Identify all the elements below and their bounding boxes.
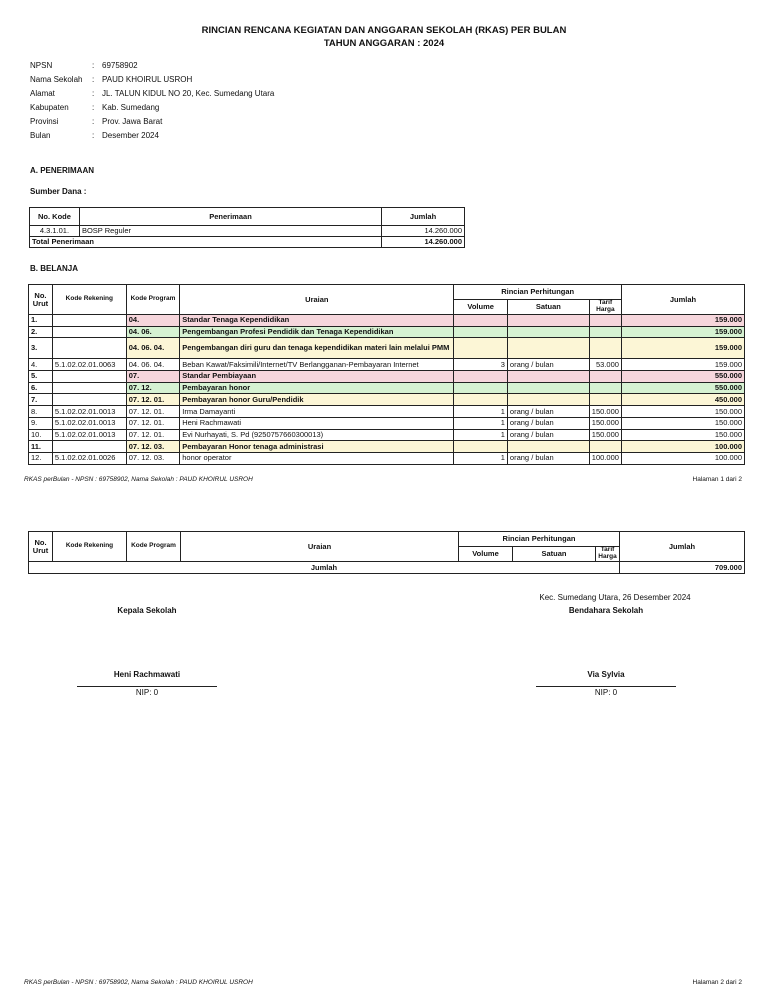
document-title: RINCIAN RENCANA KEGIATAN DAN ANGGARAN SEKOLAH (RKAS) PER BULAN (201, 25, 567, 36)
header-kode-rekening: Kode Rekening (52, 285, 126, 315)
cell-tarif: 150.000 (589, 406, 621, 418)
right-nip: NIP: 0 (594, 688, 618, 697)
cell-satuan (507, 338, 589, 359)
cell-volume (454, 371, 508, 383)
cell-uraian: Standar Pembiayaan (180, 371, 454, 383)
cell-program: 07. 12. 03. (126, 441, 180, 453)
header-rincian: Rincian Perhitungan (459, 532, 620, 547)
info-row-month (30, 128, 274, 142)
header-penerimaan: Penerimaan (79, 208, 381, 226)
page-number: Halaman 2 dari 2 (692, 979, 742, 986)
cell-volume (454, 326, 508, 338)
table-row (29, 452, 745, 464)
cell-program: 04. (126, 315, 180, 327)
header-no: No. Urut (29, 285, 53, 315)
place-date: Kec. Sumedang Utara, 26 Desember 2024 (539, 593, 691, 602)
cell-no: 11. (29, 441, 53, 453)
right-signature-line (536, 686, 676, 687)
cell-uraian: Beban Kawat/Faksimili/Internet/TV Berlangganan-Pembayaran Internet (180, 359, 454, 371)
section-penerimaan-title: A. PENERIMAAN (30, 166, 95, 175)
school-info (30, 58, 274, 142)
info-label: NPSN (30, 60, 53, 70)
table-row (29, 394, 745, 406)
table-row (29, 441, 745, 453)
table-header-row (29, 532, 745, 547)
page-footer-1 (24, 476, 742, 483)
jumlah-label: Jumlah (29, 562, 620, 574)
cell-satuan (507, 382, 589, 394)
cell-satuan (507, 394, 589, 406)
cell-jumlah: 159.000 (621, 338, 744, 359)
cell-program: 07. 12. 03. (126, 452, 180, 464)
table-row (29, 338, 745, 359)
cell-rekening (52, 371, 126, 383)
belanja-rows (29, 315, 745, 465)
cell-jumlah: 550.000 (621, 371, 744, 383)
cell-volume: 1 (454, 452, 508, 464)
cell-uraian: Pembayaran honor Guru/Pendidik (180, 394, 454, 406)
page-footer-2 (24, 979, 742, 986)
cell-tarif (589, 371, 621, 383)
info-value: 69758902 (102, 60, 138, 70)
total-row (30, 237, 465, 248)
cell-rekening: 5.1.02.02.01.0013 (52, 406, 126, 418)
cell-jumlah: 159.000 (621, 315, 744, 327)
cell-satuan: orang / bulan (507, 406, 589, 418)
total-label: Total Penerimaan (30, 237, 382, 248)
cell-jumlah: 150.000 (621, 406, 744, 418)
cell-no: 3. (29, 338, 53, 359)
cell-tarif (589, 394, 621, 406)
cell-rekening: 5.1.02.02.01.0013 (52, 429, 126, 441)
cell-uraian: Pembayaran Honor tenaga administrasi (180, 441, 454, 453)
info-row-npsn (30, 58, 274, 72)
section-belanja-title: B. BELANJA (30, 264, 79, 273)
table-row (29, 371, 745, 383)
cell-rekening (52, 394, 126, 406)
table-header-row (29, 285, 745, 300)
cell-volume: 1 (454, 417, 508, 429)
cell-tarif (589, 315, 621, 327)
cell-uraian: Irma Damayanti (180, 406, 454, 418)
info-label: Bulan (30, 130, 51, 140)
left-nip: NIP: 0 (135, 688, 159, 697)
page-number: Halaman 1 dari 2 (692, 476, 742, 483)
total-value: 14.260.000 (382, 237, 465, 248)
cell-jumlah: 14.260.000 (382, 226, 465, 237)
cell-no: 10. (29, 429, 53, 441)
cell-jumlah: 159.000 (621, 359, 744, 371)
cell-tarif (589, 338, 621, 359)
cell-program: 07. 12. (126, 382, 180, 394)
cell-uraian: Pengembangan Profesi Pendidik dan Tenaga Kependidikan (180, 326, 454, 338)
cell-program: 04. 06. (126, 326, 180, 338)
table-row (30, 226, 465, 237)
info-label: Provinsi (30, 116, 59, 126)
cell-jumlah: 550.000 (621, 382, 744, 394)
cell-jumlah: 150.000 (621, 417, 744, 429)
cell-rekening (52, 441, 126, 453)
cell-volume (454, 338, 508, 359)
header-volume: Volume (454, 300, 508, 315)
header-volume: Volume (459, 547, 513, 562)
cell-tarif: 150.000 (589, 429, 621, 441)
table-row (29, 417, 745, 429)
cell-program: 07. 12. 01. (126, 394, 180, 406)
cell-no: 4. (29, 359, 53, 371)
cell-satuan: orang / bulan (507, 417, 589, 429)
cell-no: 6. (29, 382, 53, 394)
cell-program: 07. 12. 01. (126, 406, 180, 418)
header-jumlah: Jumlah (620, 532, 745, 562)
info-row-school-name (30, 72, 274, 86)
info-label: Alamat (30, 88, 55, 98)
info-colon: : (92, 88, 95, 98)
cell-rekening: 5.1.02.02.01.0063 (52, 359, 126, 371)
document-subtitle: TAHUN ANGGARAN : 2024 (323, 38, 445, 49)
table-row (29, 326, 745, 338)
left-signatory-name: Heni Rachmawati (113, 670, 181, 679)
cell-rekening (52, 326, 126, 338)
cell-volume: 1 (454, 429, 508, 441)
cell-uraian: honor operator (180, 452, 454, 464)
footer-text: RKAS perBulan - NPSN : 69758902, Nama Sekolah : PAUD KHOIRUL USROH (24, 979, 253, 986)
cell-jumlah: 450.000 (621, 394, 744, 406)
cell-satuan: orang / bulan (507, 452, 589, 464)
header-satuan: Satuan (507, 300, 589, 315)
cell-jumlah: 159.000 (621, 326, 744, 338)
header-uraian: Uraian (181, 532, 459, 562)
cell-volume (454, 394, 508, 406)
left-signature-line (77, 686, 217, 687)
cell-uraian: Evi Nurhayati, S. Pd (9250757660300013) (180, 429, 454, 441)
cell-jumlah: 100.000 (621, 441, 744, 453)
cell-tarif (589, 441, 621, 453)
left-role: Kepala Sekolah (117, 606, 177, 615)
cell-program: 07. 12. 01. (126, 429, 180, 441)
cell-no: 8. (29, 406, 53, 418)
info-row-regency (30, 100, 274, 114)
cell-volume: 1 (454, 406, 508, 418)
cell-penerimaan: BOSP Reguler (79, 226, 381, 237)
info-row-address (30, 86, 274, 100)
info-colon: : (92, 74, 95, 84)
cell-satuan: orang / bulan (507, 429, 589, 441)
table-header-row (30, 208, 465, 226)
table-row (29, 406, 745, 418)
cell-volume (454, 382, 508, 394)
info-value: Desember 2024 (102, 130, 159, 140)
cell-uraian: Standar Tenaga Kependidikan (180, 315, 454, 327)
cell-no: 2. (29, 326, 53, 338)
table-row (29, 315, 745, 327)
jumlah-row (29, 562, 745, 574)
header-satuan: Satuan (513, 547, 596, 562)
info-colon: : (92, 116, 95, 126)
info-colon: : (92, 130, 95, 140)
right-signatory-name: Via Sylvia (587, 670, 625, 679)
info-row-province (30, 114, 274, 128)
cell-volume: 3 (454, 359, 508, 371)
cell-uraian: Pembayaran honor (180, 382, 454, 394)
cell-satuan: orang / bulan (507, 359, 589, 371)
cell-no: 9. (29, 417, 53, 429)
cell-satuan (507, 441, 589, 453)
header-rincian: Rincian Perhitungan (454, 285, 622, 300)
cell-uraian: Pengembangan diri guru dan tenaga kependidikan materi lain melalui PMM (180, 338, 454, 359)
cell-rekening: 5.1.02.02.01.0013 (52, 417, 126, 429)
cell-rekening (52, 382, 126, 394)
header-kode-program: Kode Program (127, 532, 181, 562)
info-value: PAUD KHOIRUL USROH (102, 74, 193, 84)
table-row (29, 382, 745, 394)
cell-rekening (52, 315, 126, 327)
cell-program: 04. 06. 04. (126, 359, 180, 371)
jumlah-total: 709.000 (620, 562, 745, 574)
cell-satuan (507, 326, 589, 338)
header-jumlah: Jumlah (382, 208, 465, 226)
penerimaan-table (29, 207, 465, 248)
sumber-dana-label: Sumber Dana : (30, 187, 87, 196)
cell-jumlah: 150.000 (621, 429, 744, 441)
belanja-table-continued (28, 531, 745, 574)
cell-program: 07. 12. 01. (126, 417, 180, 429)
header-no: No. Urut (29, 532, 53, 562)
cell-no: 7. (29, 394, 53, 406)
cell-jumlah: 100.000 (621, 452, 744, 464)
header-jumlah: Jumlah (621, 285, 744, 315)
cell-tarif: 150.000 (589, 417, 621, 429)
info-label: Kabupaten (30, 102, 69, 112)
header-uraian: Uraian (180, 285, 454, 315)
cell-satuan (507, 371, 589, 383)
cell-volume (454, 441, 508, 453)
cell-no: 12. (29, 452, 53, 464)
header-tarif: Tarif Harga (589, 300, 621, 315)
info-value: Kab. Sumedang (102, 102, 160, 112)
info-colon: : (92, 60, 95, 70)
header-kode-rekening: Kode Rekening (53, 532, 127, 562)
info-value: JL. TALUN KIDUL NO 20, Kec. Sumedang Utara (102, 88, 275, 98)
cell-rekening: 5.1.02.02.01.0026 (52, 452, 126, 464)
belanja-table (28, 284, 745, 465)
cell-program: 04. 06. 04. (126, 338, 180, 359)
footer-text: RKAS perBulan - NPSN : 69758902, Nama Sekolah : PAUD KHOIRUL USROH (24, 476, 253, 483)
cell-uraian: Heni Rachmawati (180, 417, 454, 429)
right-role: Bendahara Sekolah (568, 606, 644, 615)
cell-no: 5. (29, 371, 53, 383)
cell-program: 07. (126, 371, 180, 383)
header-kode-program: Kode Program (126, 285, 180, 315)
cell-kode: 4.3.1.01. (30, 226, 80, 237)
info-colon: : (92, 102, 95, 112)
info-label: Nama Sekolah (30, 74, 83, 84)
cell-satuan (507, 315, 589, 327)
cell-tarif: 100.000 (589, 452, 621, 464)
cell-no: 1. (29, 315, 53, 327)
table-row (29, 359, 745, 371)
cell-tarif (589, 326, 621, 338)
header-kode: No. Kode (30, 208, 80, 226)
table-row (29, 429, 745, 441)
info-value: Prov. Jawa Barat (102, 116, 163, 126)
cell-tarif (589, 382, 621, 394)
cell-rekening (52, 338, 126, 359)
cell-volume (454, 315, 508, 327)
cell-tarif: 53.000 (589, 359, 621, 371)
header-tarif: Tarif Harga (596, 547, 620, 562)
